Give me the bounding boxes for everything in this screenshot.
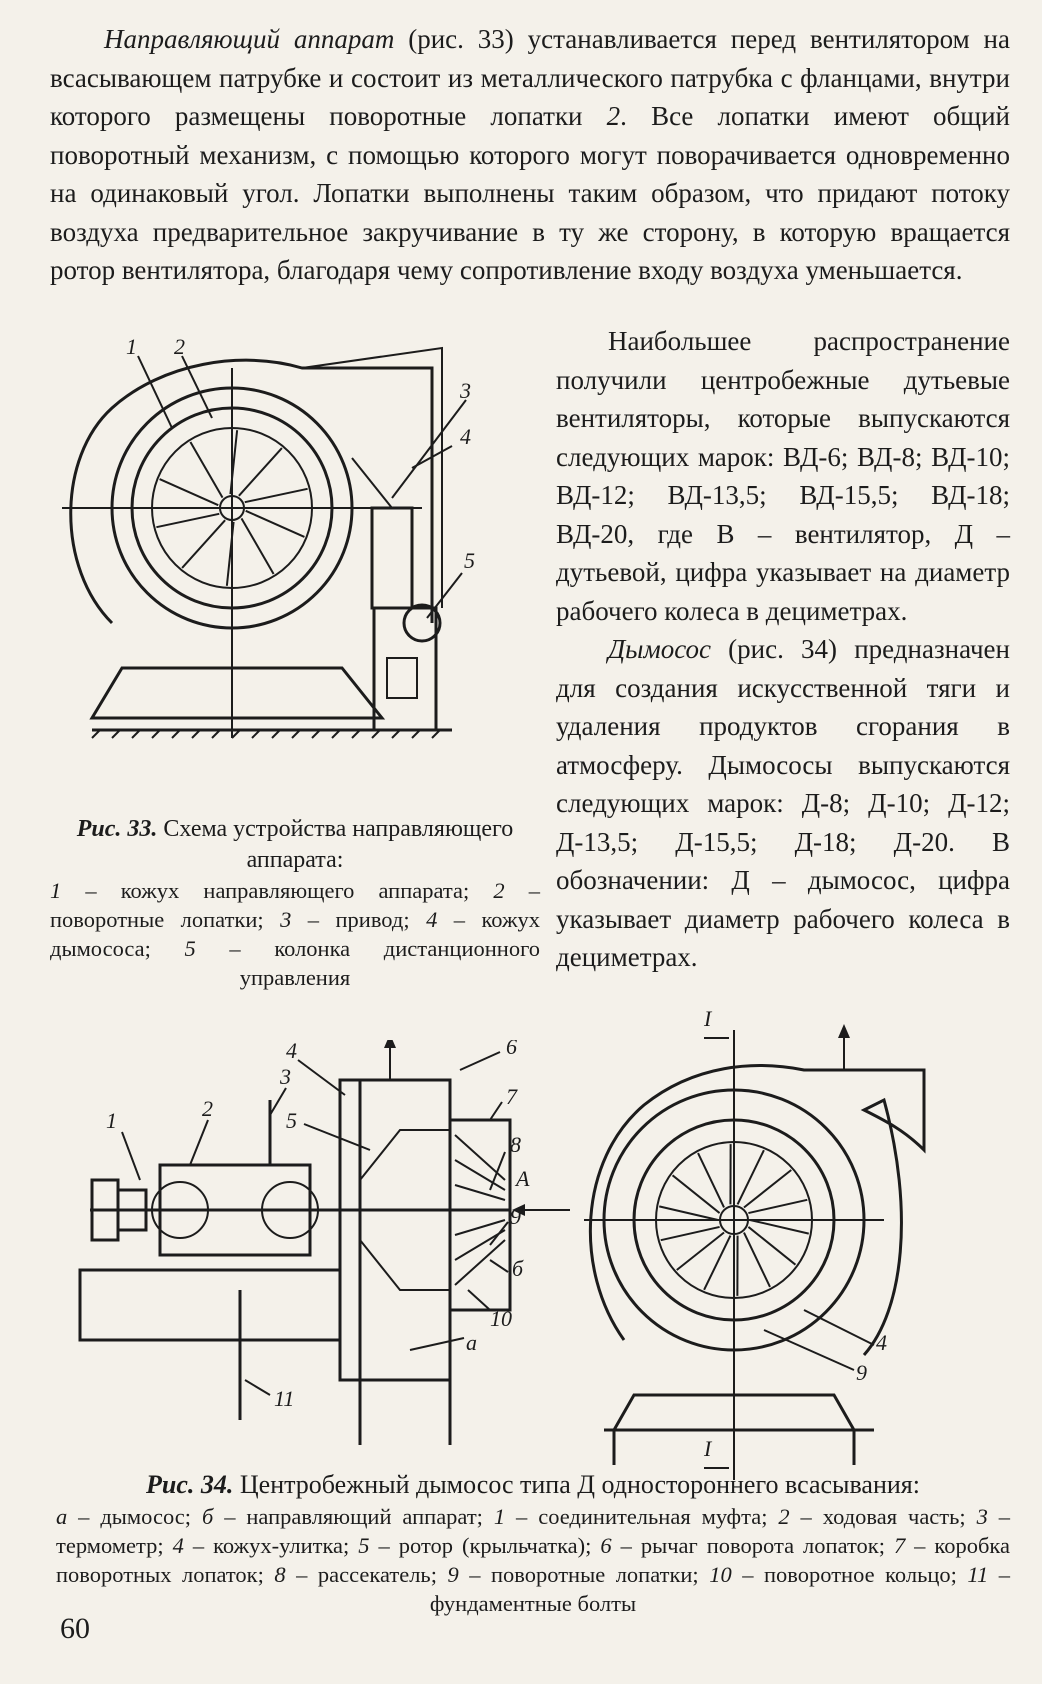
figure-34-caption (56, 1468, 1010, 1618)
fig34-caption-title: Центробежный дымосос типа Д одностороннего всасывания: (233, 1470, 920, 1499)
intro-text-b: . Все лопатки имеют общий поворотный механизм, с помощью которого могут поворачивается одновременно на одинаковый угол. Лопатки выполнены таким образом, что придают потоку воздуха предварительное закручивание в ту же сторону, в которую вращается ротор вентилятора, благодаря чему сопротивление входу воздуха уменьшается. (50, 101, 1010, 285)
guide-vane (455, 1240, 505, 1285)
fig34-legend-text: – поворотные лопатки; (458, 1562, 710, 1587)
wheel-blade (704, 1236, 730, 1290)
fig34-label-3: 3 (280, 1064, 291, 1089)
fig33-caption-lead: Рис. 33. (76, 816, 158, 842)
fig34-right-label-4: 4 (876, 1330, 887, 1355)
fig34-legend-num: 6 (600, 1533, 612, 1558)
exhauster-text: (рис. 34) предназначен для создания искусственной тяги и удаления продуктов сгорания в атмосферу. Дымососы выпускаются следующих марок: Д-8; Д-10; Д-12; Д-13,5; Д-15,5; Д-18; Д-20. В обозначении: Д – дымосос, цифра указывает диаметр рабочего колеса в дециметрах. (556, 634, 1010, 972)
fig34-label-6: 6 (506, 1040, 517, 1059)
wheel-blade (182, 520, 225, 568)
fig33-label-5: 5 (464, 548, 475, 573)
fig33-legend-num: 4 (426, 907, 438, 932)
fig34-label-a: а (466, 1330, 477, 1355)
wheel-blade (659, 1206, 718, 1220)
fig33-label-1: 1 (126, 338, 137, 359)
fig34-legend-text: – рычаг поворота лопаток; (611, 1533, 894, 1558)
guide-vane (455, 1160, 505, 1190)
fig33-legend-text: – колонка дистанционного управления (195, 936, 540, 990)
exhauster-paragraph (556, 630, 1010, 977)
fig34-caption-lead: Рис. 34. (146, 1470, 234, 1499)
fig34-legend-num: 3 (976, 1504, 988, 1529)
wheel-blade (160, 479, 219, 505)
fig33-legend-num: 5 (184, 936, 196, 961)
fig33-label-4: 4 (460, 424, 471, 449)
fig34-label-9: 9 (510, 1204, 521, 1229)
wheel-blade (748, 1200, 807, 1213)
fig34-label-b: б (512, 1256, 524, 1281)
fig33-caption-title: Схема устройства направляющего аппарата: (157, 816, 514, 873)
wheel-blade (156, 514, 219, 527)
fig34-legend-text: – термометр; (56, 1504, 1011, 1558)
fig34-legend-num: 10 (709, 1562, 732, 1587)
fig34-legend-text: – фундаментные болты (429, 1562, 1010, 1616)
guide-vane (455, 1220, 505, 1235)
fig34-legend-num: 9 (447, 1562, 459, 1587)
wheel-blade (673, 1175, 720, 1213)
figure-34-side-view (70, 1040, 590, 1460)
intro-paragraph (50, 20, 1010, 290)
fig34-legend-num: 5 (358, 1533, 370, 1558)
fig34-legend-text: – поворотное кольцо; (731, 1562, 968, 1587)
figure-33-drawing (52, 338, 492, 798)
fig34-legend (56, 1502, 1010, 1618)
fig34-legend-text: – ходовая часть; (789, 1504, 977, 1529)
right-column (556, 322, 1010, 977)
wheel-blade (748, 1227, 795, 1265)
wheel-blade (246, 511, 305, 537)
fig34-label-a-arrow: A (516, 1166, 530, 1191)
guide-vane (455, 1185, 505, 1200)
fig33-legend-text: – поворотные лопатки; (50, 878, 541, 932)
fig34-legend-num: 4 (172, 1533, 184, 1558)
term-exhauster: Дымосос (608, 634, 711, 664)
fig33-legend-num: 1 (50, 878, 62, 903)
wheel-blade (241, 518, 273, 574)
fig34-legend-text: – дымосос; (67, 1504, 202, 1529)
fig34-label-11: 11 (274, 1386, 295, 1411)
fig34-legend-num: 11 (967, 1562, 989, 1587)
fig34-label-8: 8 (510, 1132, 521, 1157)
fig34-legend-text: – ротор (крыльчатка); (369, 1533, 601, 1558)
fig34-legend-text: – соединительная муфта; (505, 1504, 779, 1529)
fig33-label-2: 2 (174, 338, 185, 359)
fig34-legend-text: – коробка поворотных лопаток; (56, 1533, 1010, 1587)
blade-number: 2 (606, 101, 621, 131)
fig34-right-label-i-top: I (704, 1010, 712, 1031)
wheel-blade (661, 1227, 720, 1240)
fig33-legend-num: 2 (493, 878, 505, 903)
fig33-legend-text: – кожух дымососа; (50, 907, 541, 961)
fig34-label-4: 4 (286, 1040, 297, 1063)
fig34-legend-num: 8 (274, 1562, 286, 1587)
fig33-label-3: 3 (460, 378, 471, 403)
fig34-legend-num: а (56, 1504, 68, 1529)
wheel-blade (239, 448, 282, 496)
fig34-label-5: 5 (286, 1108, 297, 1133)
page-number: 60 (60, 1612, 90, 1645)
fig34-label-7: 7 (506, 1084, 517, 1109)
fig33-legend-num: 3 (280, 907, 292, 932)
fig34-label-1: 1 (106, 1108, 117, 1133)
fig34-legend-text: – направляющий аппарат; (213, 1504, 494, 1529)
fig34-right-label-9: 9 (856, 1360, 867, 1385)
fig34-right-label-i-bottom: I (704, 1436, 712, 1461)
fig33-legend-text: – кожух направляющего аппарата; (61, 878, 494, 903)
fig34-legend-num: 2 (778, 1504, 790, 1529)
figure-34-front-view (584, 1010, 1004, 1480)
wheel-blade (245, 489, 308, 502)
fig34-legend-num: б (201, 1504, 214, 1529)
fig34-label-2: 2 (202, 1096, 213, 1121)
wheel-blade (750, 1220, 809, 1234)
fig33-legend-text: – привод; (291, 907, 427, 932)
fig34-legend-num: 1 (493, 1504, 506, 1529)
term-guide-apparatus: Направляющий аппарат (104, 24, 395, 54)
fans-paragraph: Наибольшее распространение получили центробежные дутьевые вентиляторы, которые выпускаются следующих марок: ВД-6; ВД-8; ВД-10; ВД-12; ВД-13,5; ВД-15,5; ВД-18; ВД-20, где В – вентилятор, Д – дутьевой, цифра указывает на диаметр рабочего колеса в дециметрах. (556, 326, 1010, 626)
fig34-legend-text: – рассекатель; (285, 1562, 448, 1587)
fig34-legend-num: 7 (893, 1533, 906, 1558)
fig34-legend-text: – кожух-улитка; (183, 1533, 359, 1558)
fig34-label-10: 10 (490, 1306, 512, 1331)
figure-33-caption (50, 814, 540, 992)
intro-text-a: (рис. 33) устанавливается перед вентилятором на всасывающем патрубке и состоит из металлического патрубка с фланцами, внутри которого размещены поворотные лопатки (50, 24, 1010, 131)
wheel-blade (738, 1150, 764, 1204)
wheel-blade (190, 442, 222, 498)
fig33-legend (50, 876, 540, 992)
